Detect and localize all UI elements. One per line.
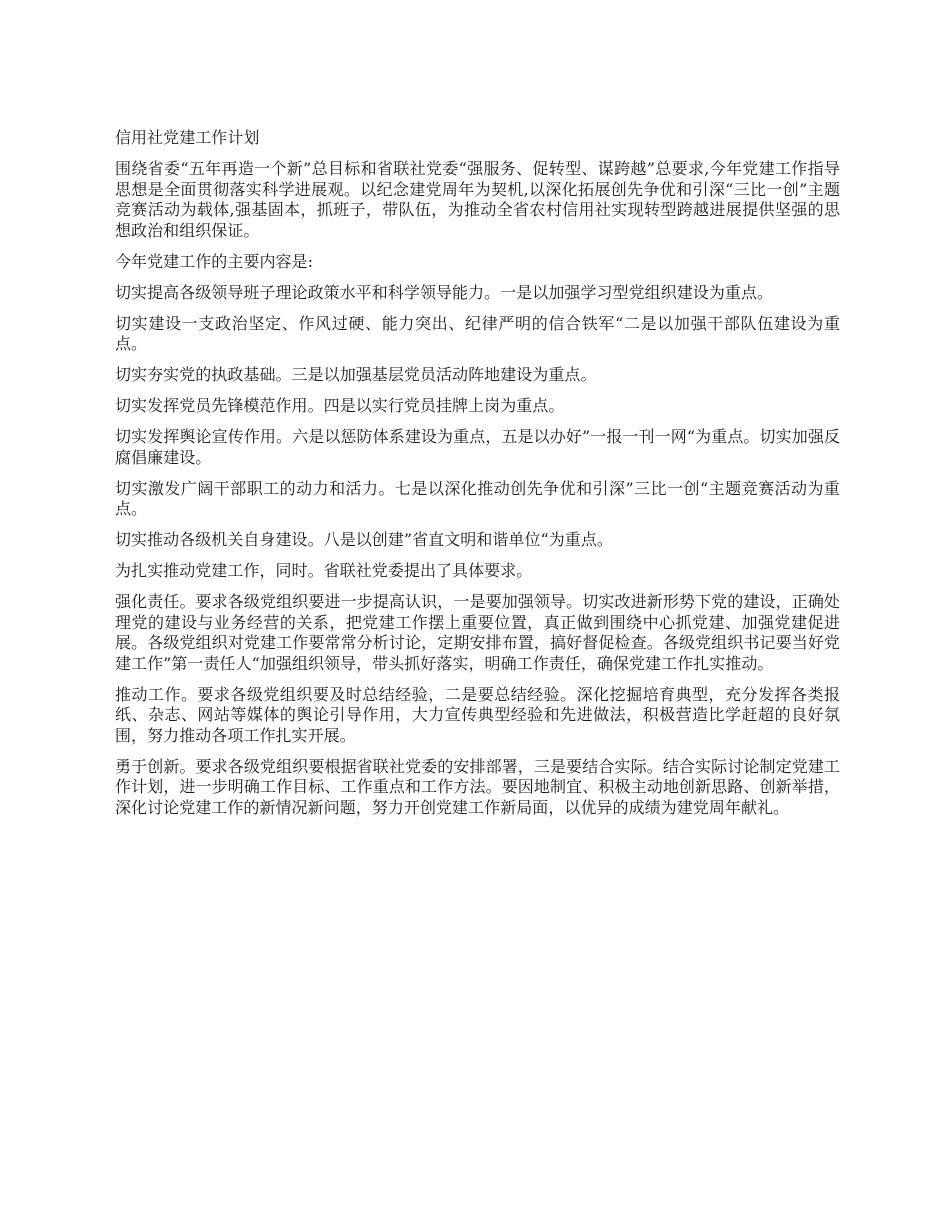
paragraph-item-7: 切实激发广阔干部职工的动力和活力。七是以深化推动创先争优和引深”三比一创“主题竞赛活动为重点。 [115,478,840,518]
paragraph-item-8: 切实推动各级机关自身建设。八是以创建”省直文明和谐单位“为重点。 [115,530,613,549]
document-body [115,128,840,829]
paragraph-requirements-intro: 为扎实推动党建工作，同时。省联社党委提出了具体要求。 [115,561,533,580]
paragraph-item-3: 切实夯实党的执政基础。三是以加强基层党员活动阵地建设为重点。 [115,365,597,384]
paragraph-item-4: 切实发挥党员先锋模范作用。四是以实行党员挂牌上岗为重点。 [115,396,565,415]
paragraph-item-5-6: 切实发挥舆论宣传作用。六是以惩防体系建设为重点，五是以办好”一报一刊一网“为重点。切实加强反腐倡廉建设。 [115,427,840,467]
paragraph-item-1: 切实提高各级领导班子理论政策水平和科学领导能力。一是以加强学习型党组织建设为重点。 [115,282,774,302]
paragraph-requirement-experience: 推动工作。要求各级党组织要及时总结经验，二是要总结经验。深化挖掘培育典型，充分发挥各类报纸、杂志、网站等媒体的舆论引导作用，大力宣传典型经验和先进做法，积极营造比学赶超的良好氛围，努力推动各项工作扎实开展。 [115,684,840,745]
document-title: 信用社党建工作计划 [115,128,260,147]
paragraph-requirement-innovation: 勇于创新。要求各级党组织要根据省联社党委的安排部署，三是要结合实际。结合实际讨论制定党建工作计划，进一步明确工作目标、工作重点和工作方法。要因地制宜、积极主动地创新思路、创新举措，深化讨论党建工作的新情况新问题，努力开创党建工作新局面，以优异的成绩为建党周年献礼。 [115,756,840,817]
paragraph-item-2: 切实建设一支政治坚定、作风过硬、能力突出、纪律严明的信合铁军“二是以加强干部队伍建设为重点。 [115,313,840,353]
paragraph-guiding-thought: 围绕省委“五年再造一个新”总目标和省联社党委“强服务、促转型、谋跨越”总要求,今年党建工作指导思想是全面贯彻落实科学进展观。以纪念建党周年为契机,以深化拓展创先争优和引深“三比一创”主题竞赛活动为载体,强基固本，抓班子，带队伍，为推动全省农村信用社实现转型跨越进展提供坚强的思想政治和组织保证。 [115,159,840,240]
paragraph-main-content-intro: 今年党建工作的主要内容是: [115,251,314,271]
paragraph-requirement-responsibility: 强化责任。要求各级党组织要进一步提高认识，一是要加强领导。切实改进新形势下党的建设，正确处理党的建设与业务经营的关系，把党建工作摆上重要位置，真正做到围绕中心抓党建、加强党建促进展。各级党组织对党建工作要常常分析讨论，定期安排布置，搞好督促检查。各级党组织书记要当好党建工作”第一责任人“加强组织领导，带头抓好落实，明确工作责任，确保党建工作扎实推动。 [115,592,840,673]
